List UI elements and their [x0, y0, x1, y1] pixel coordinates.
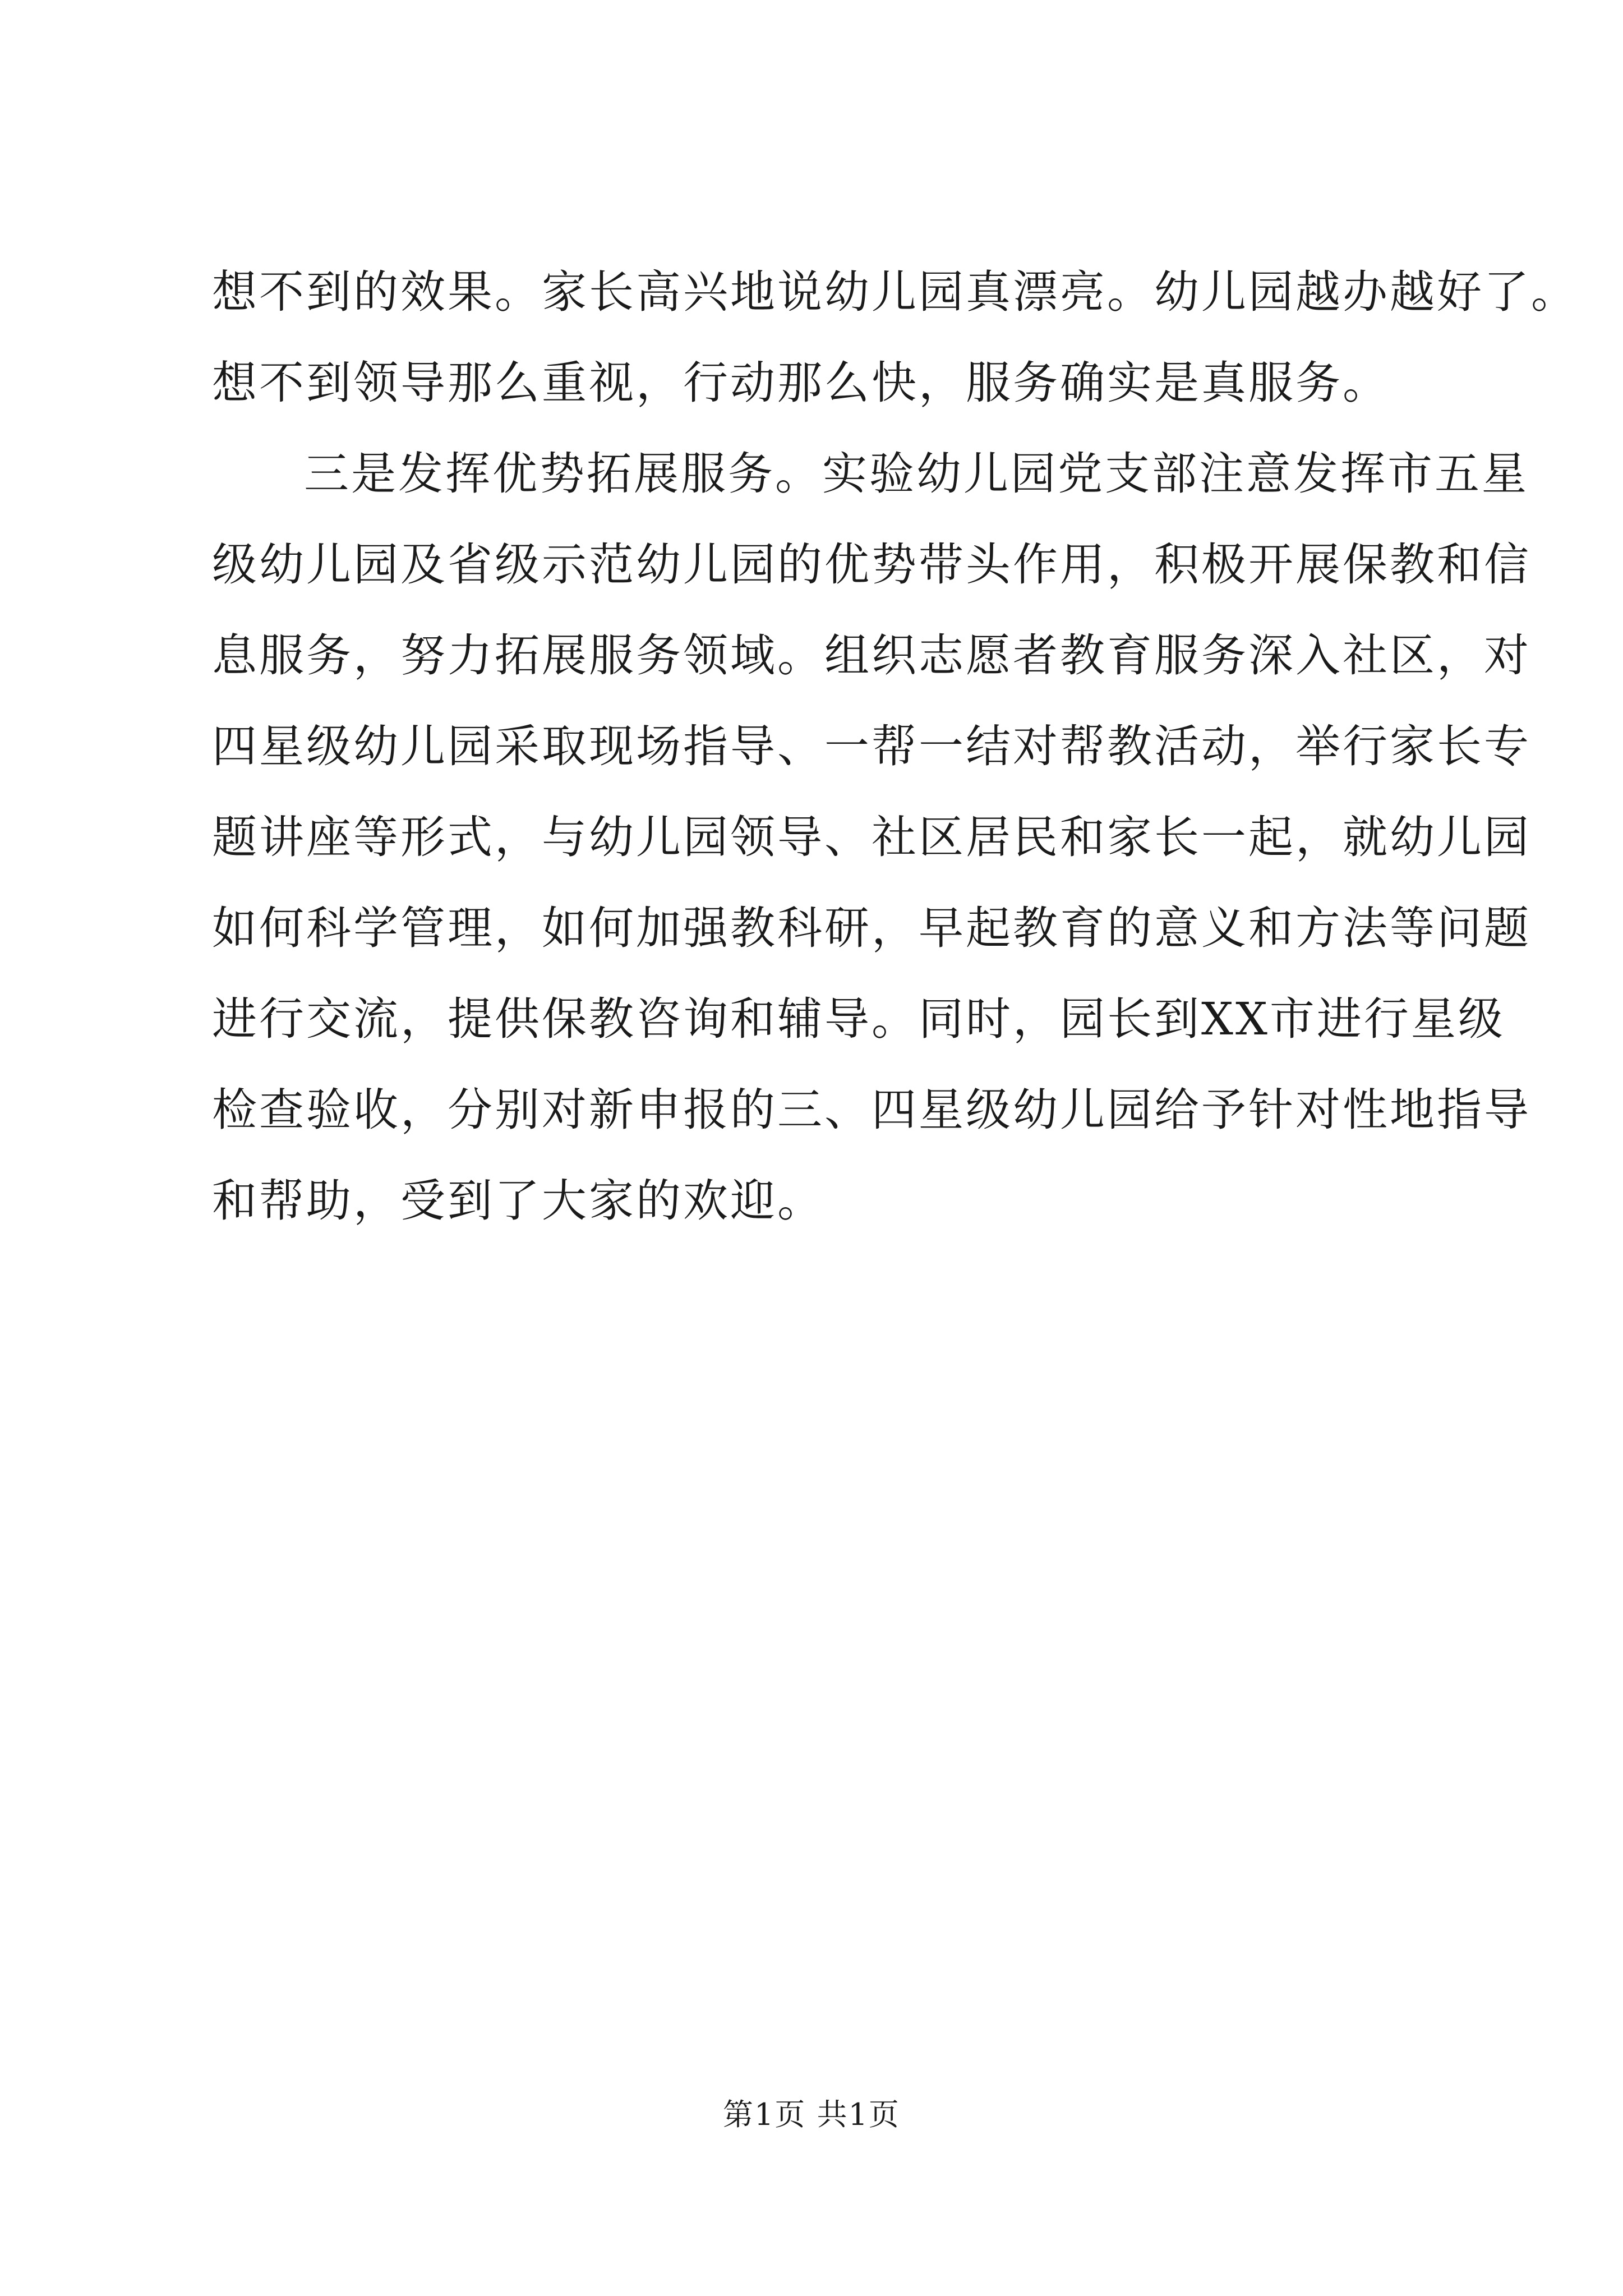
text-line-4: 级幼儿园及省级示范幼儿园的优势带头作用，积极开展保教和信 [212, 539, 1531, 591]
text-line-10: 检查验收，分别对新申报的三、四星级幼儿园给予针对性地指导 [212, 1084, 1531, 1136]
page-indicator: 第1页 共1页 [723, 2097, 900, 2132]
text-line-11: 和帮助，受到了大家的欢迎。 [212, 1175, 824, 1227]
text-line-1: 想不到的效果。家长高兴地说幼儿园真漂亮。幼儿园越办越好了。 [212, 266, 1578, 318]
text-line-5: 息服务，努力拓展服务领域。组织志愿者教育服务深入社区，对 [212, 629, 1531, 682]
text-line-8: 如何科学管理，如何加强教科研，早起教育的意义和方法等问题 [212, 902, 1531, 954]
text-line-3: 三是发挥优势拓展服务。实验幼儿园党支部注意发挥市五星 [304, 448, 1529, 500]
text-line-6: 四星级幼儿园采取现场指导、一帮一结对帮教活动，举行家长专 [212, 720, 1531, 772]
text-line-2: 想不到领导那么重视，行动那么快，服务确实是真服务。 [212, 357, 1390, 409]
page-footer [0, 2092, 1623, 2137]
text-line-7: 题讲座等形式，与幼儿园领导、社区居民和家长一起，就幼儿园 [212, 811, 1531, 863]
text-line-9: 进行交流，提供保教咨询和辅导。同时，园长到XX市进行星级 [212, 993, 1505, 1045]
body-text [212, 247, 1578, 1246]
